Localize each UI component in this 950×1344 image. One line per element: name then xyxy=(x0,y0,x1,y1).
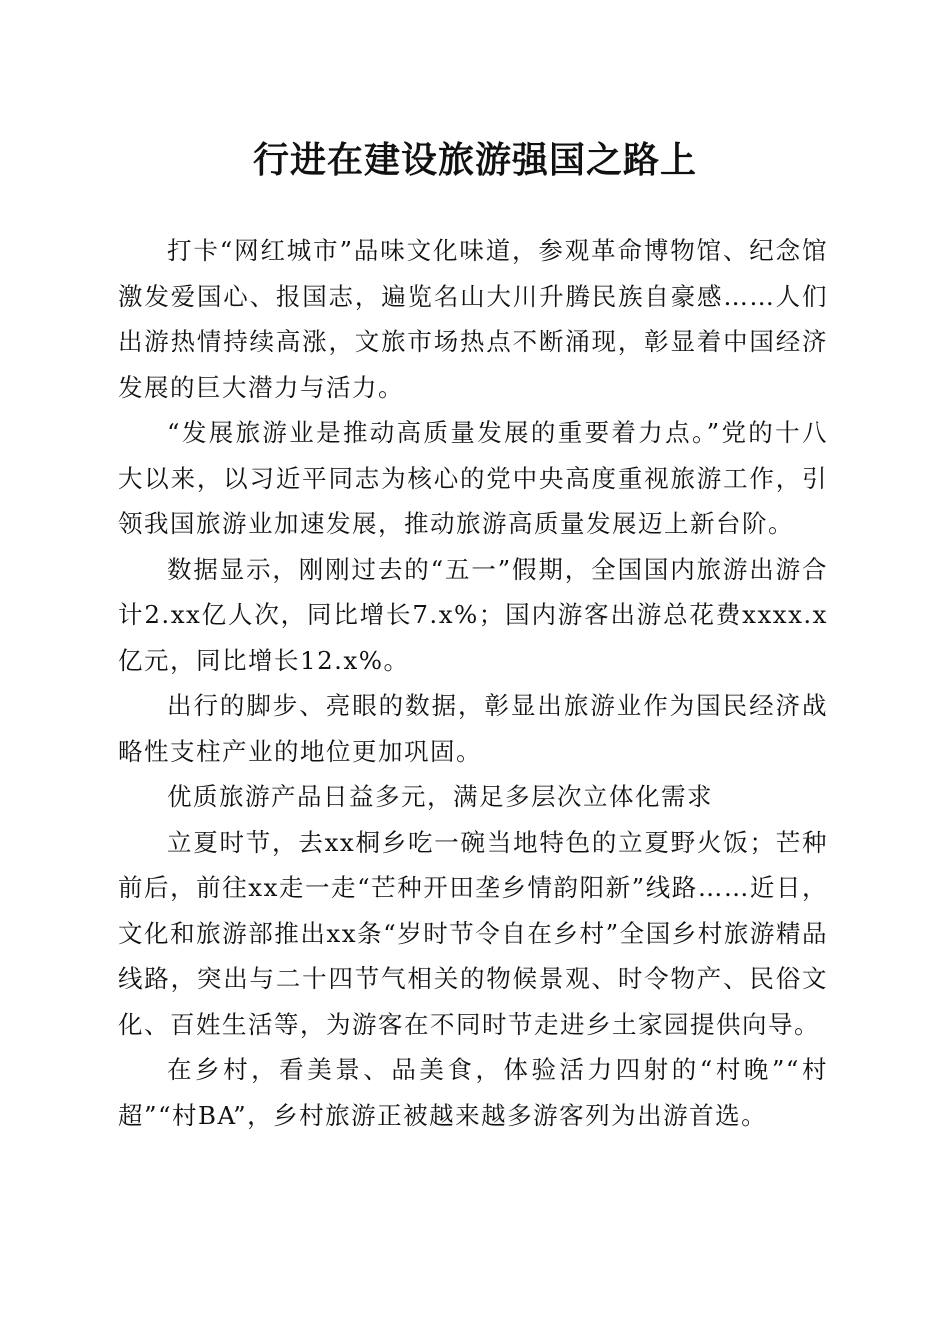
document-title: 行进在建设旅游强国之路上 xyxy=(252,139,697,181)
paragraph-6: 在乡村，看美景、品美食，体验活力四射的“村晚”“村超”“村BA”，乡村旅游正被越来越多游客列为出游首选。 xyxy=(118,1055,828,1130)
paragraph-1: 打卡“网红城市”品味文化味道，参观革命博物馆、纪念馆激发爱国心、报国志，遍览名山大川升腾民族自豪感……人们出游热情持续高涨，文旅市场热点不断涌现，彰显着中国经济发展的巨大潜力与活力。 xyxy=(118,236,828,402)
paragraph-4: 出行的脚步、亮眼的数据，彰显出旅游业作为国民经济战略性支柱产业的地位更加巩固。 xyxy=(118,691,828,766)
document-body xyxy=(118,228,828,1138)
paragraph-2: “发展旅游业是推动高质量发展的重要着力点。”党的十八大以来，以习近平同志为核心的党中央高度重视旅游工作，引领我国旅游业加速发展，推动旅游高质量发展迈上新台阶。 xyxy=(118,418,828,538)
paragraph-5: 立夏时节，去xx桐乡吃一碗当地特色的立夏野火饭；芒种前后，前往xx走一走“芒种开田垄乡情韵阳新”线路……近日，文化和旅游部推出xx条“岁时节令自在乡村”全国乡村旅游精品线路，突出与二十四节气相关的物候景观、时令物产、民俗文化、百姓生活等，为游客在不同时节走进乡土家园提供向导。 xyxy=(118,827,828,1039)
paragraph-3: 数据显示，刚刚过去的“五一”假期，全国国内旅游出游合计2.xx亿人次，同比增长7.x%；国内游客出游总花费xxxx.x亿元，同比增长12.x%。 xyxy=(118,554,828,675)
section-heading: 优质旅游产品日益多元，满足多层次立体化需求 xyxy=(167,782,713,811)
